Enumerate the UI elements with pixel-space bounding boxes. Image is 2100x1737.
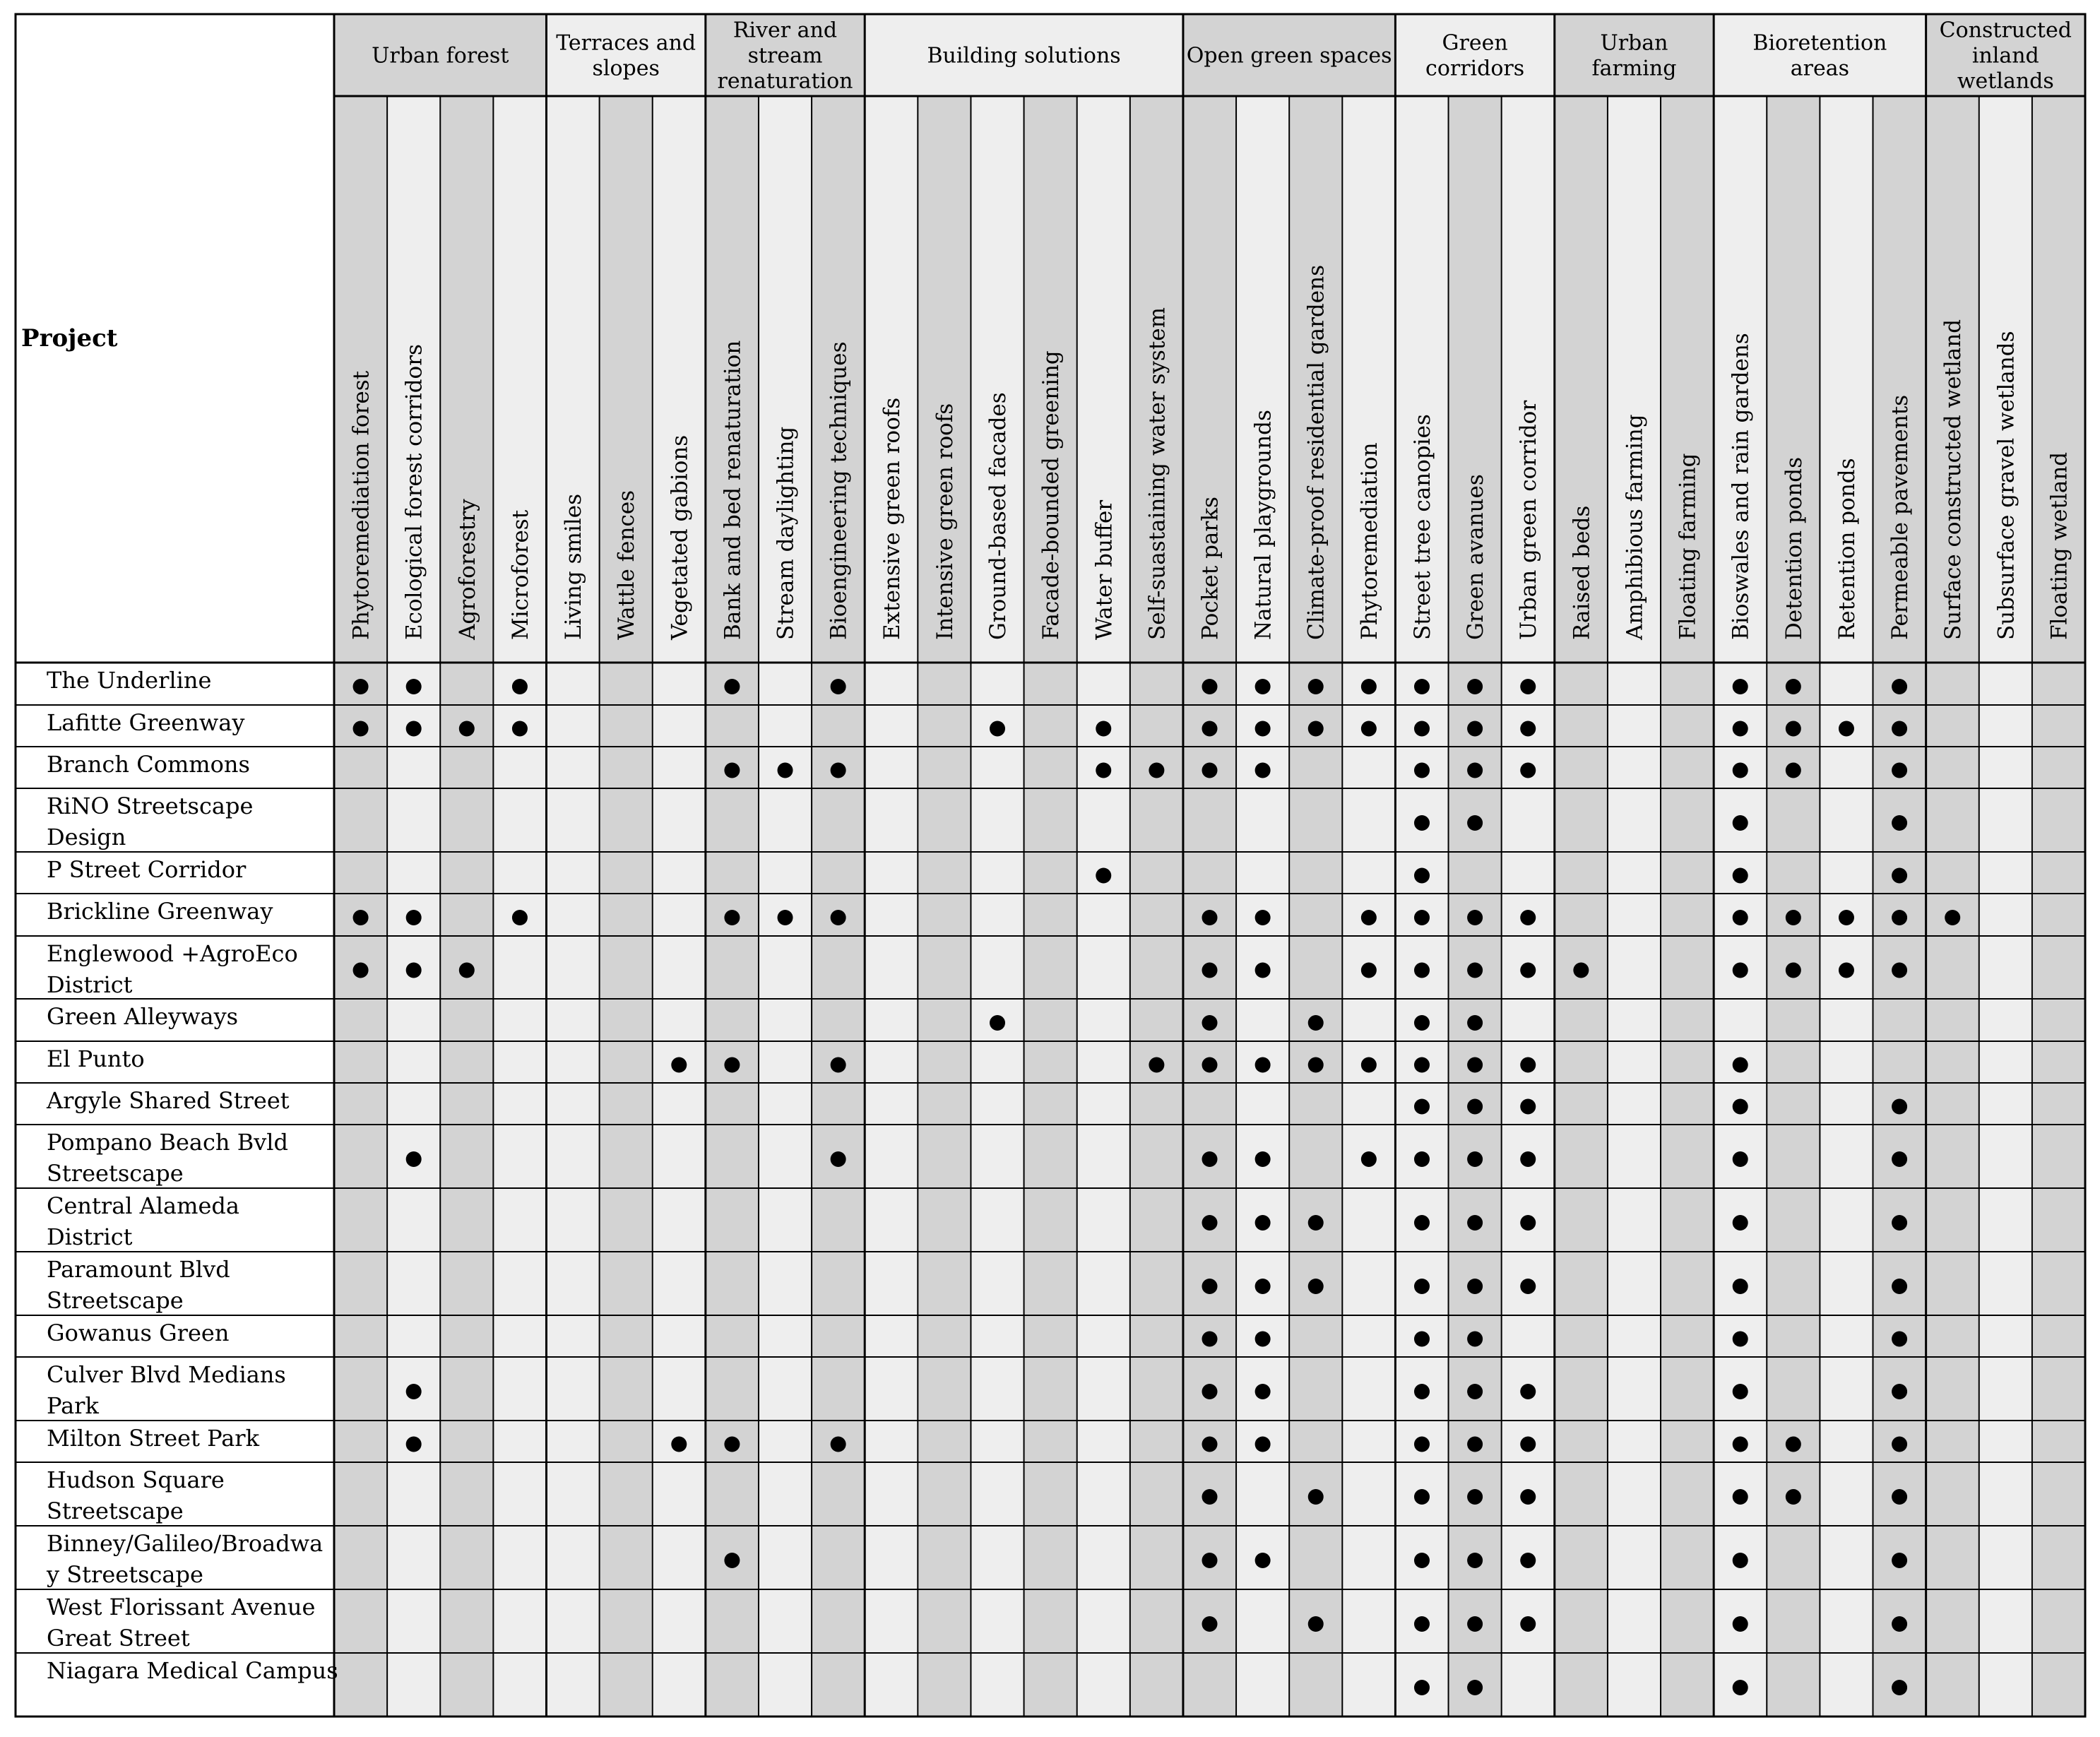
mark-dot [1202, 763, 1218, 778]
column-shade [918, 96, 971, 1717]
mark-dot [353, 910, 369, 925]
row-label: Brickline Greenway [47, 898, 273, 925]
mark-dot [1255, 963, 1271, 978]
mark-dot [1255, 1279, 1271, 1294]
corner-label: Project [21, 324, 118, 352]
mark-dot [1202, 1151, 1218, 1167]
row-label: Branch Commons [47, 751, 250, 778]
mark-dot [459, 721, 475, 737]
mark-dot [406, 1151, 422, 1167]
mark-dot [1255, 910, 1271, 925]
mark-dot [1308, 1057, 1324, 1073]
mark-dot [1096, 763, 1111, 778]
column-header-label: Ground-based facades [985, 392, 1012, 640]
group-header-label: Open green spaces [1186, 43, 1392, 69]
mark-dot [1255, 1057, 1271, 1073]
mark-dot [1414, 1384, 1430, 1399]
mark-dot [1414, 910, 1430, 925]
mark-dot [1202, 1384, 1218, 1399]
column-header-label: Bioswales and rain gardens [1728, 333, 1754, 640]
mark-dot [353, 721, 369, 737]
mark-dot [1892, 1616, 1907, 1632]
mark-dot [778, 910, 793, 925]
mark-dot [1414, 815, 1430, 831]
mark-dot [1255, 763, 1271, 778]
mark-dot [1520, 1437, 1536, 1452]
mark-dot [1786, 679, 1801, 694]
mark-dot [1255, 721, 1271, 737]
column-header-label: Detention ponds [1781, 456, 1807, 640]
column-shade [1555, 96, 1608, 1717]
mark-dot [1573, 963, 1589, 978]
column-header-label: Living smiles [561, 494, 587, 640]
column-shade [1449, 96, 1502, 1717]
mark-dot [1255, 1384, 1271, 1399]
mark-dot [353, 963, 369, 978]
mark-dot [1467, 1015, 1483, 1031]
mark-dot [1786, 1489, 1801, 1505]
column-shade [334, 96, 387, 1717]
column-header-label: Facade-bounded greening [1038, 350, 1064, 640]
mark-dot [1892, 910, 1907, 925]
mark-dot [1361, 910, 1377, 925]
mark-dot [512, 721, 528, 737]
column-header-label: Street tree canopies [1409, 414, 1435, 640]
column-shade [2032, 96, 2085, 1717]
mark-dot [1361, 679, 1377, 694]
mark-dot [1892, 1384, 1907, 1399]
mark-dot [1202, 679, 1218, 694]
mark-dot [831, 1057, 846, 1073]
mark-dot [1202, 721, 1218, 737]
mark-dot [1414, 868, 1430, 884]
mark-dot [1361, 1151, 1377, 1167]
mark-dot [1786, 763, 1801, 778]
mark-dot [1467, 1489, 1483, 1505]
mark-dot [1308, 1279, 1324, 1294]
column-header-label: Bank and bed renaturation [720, 340, 746, 640]
mark-dot [1414, 1151, 1430, 1167]
column-shade [546, 96, 599, 1717]
column-shade [812, 96, 865, 1717]
row-label: Gowanus Green [47, 1320, 230, 1346]
mark-dot [1733, 1332, 1748, 1347]
column-shade [1873, 96, 1926, 1717]
mark-dot [406, 910, 422, 925]
column-header-label: Climate-proof residential gardens [1303, 265, 1329, 640]
row-label: Niagara Medical Campus [47, 1657, 338, 1684]
mark-dot [1520, 1279, 1536, 1294]
group-header-label: Terraces and slopes [556, 30, 696, 81]
mark-dot [1308, 679, 1324, 694]
mark-dot [1361, 1057, 1377, 1073]
row-label: Hudson Square Streetscape [47, 1466, 225, 1524]
column-header-label: Ecological forest corridors [401, 344, 427, 640]
mark-dot [1361, 721, 1377, 737]
mark-dot [1202, 1015, 1218, 1031]
mark-dot [1520, 1099, 1536, 1115]
mark-dot [1308, 1489, 1324, 1505]
column-shade [1342, 96, 1395, 1717]
mark-dot [1467, 721, 1483, 737]
column-header-label: Urban green corridor [1516, 400, 1542, 640]
column-header-label: Natural playgrounds [1250, 410, 1276, 640]
mark-dot [1202, 1553, 1218, 1568]
row-label: Milton Street Park [47, 1425, 259, 1452]
mark-dot [1733, 721, 1748, 737]
mark-dot [1308, 721, 1324, 737]
column-header-label: Phytoremediation forest [348, 370, 374, 640]
mark-dot [1467, 1553, 1483, 1568]
mark-dot [1733, 910, 1748, 925]
mark-dot [1414, 1553, 1430, 1568]
mark-dot [1733, 1437, 1748, 1452]
mark-dot [1786, 1437, 1801, 1452]
column-header-label: Raised beds [1569, 505, 1595, 640]
column-header-label: Agroforestry [454, 499, 480, 640]
mark-dot [1467, 1057, 1483, 1073]
mark-dot [1733, 1057, 1748, 1073]
mark-dot [1414, 1057, 1430, 1073]
mark-dot [406, 1437, 422, 1452]
mark-dot [724, 910, 740, 925]
mark-dot [1467, 1680, 1483, 1695]
mark-dot [724, 763, 740, 778]
column-header-label: Amphibious farming [1622, 414, 1648, 640]
mark-dot [724, 679, 740, 694]
column-shade [493, 96, 546, 1717]
column-header-label: Extensive green roofs [879, 397, 905, 640]
column-header-label: Green avanues [1463, 474, 1489, 640]
mark-dot [1467, 1437, 1483, 1452]
mark-dot [1733, 1099, 1748, 1115]
column-header-label: Retention ponds [1834, 458, 1860, 640]
mark-dot [1308, 1015, 1324, 1031]
mark-dot [1892, 1099, 1907, 1115]
column-header-label: Wattle fences [614, 490, 640, 640]
mark-dot [1467, 1151, 1483, 1167]
column-shade [600, 96, 653, 1717]
column-shade [387, 96, 440, 1717]
mark-dot [831, 679, 846, 694]
mark-dot [1733, 963, 1748, 978]
mark-dot [1892, 868, 1907, 884]
mark-dot [1786, 721, 1801, 737]
mark-dot [671, 1437, 687, 1452]
mark-dot [1202, 1616, 1218, 1632]
column-shade [1077, 96, 1130, 1717]
column-header-label: Surface constructed wetland [1940, 319, 1966, 640]
mark-dot [1467, 1215, 1483, 1231]
column-header-label: Bioengineering techniques [826, 341, 852, 640]
mark-dot [724, 1437, 740, 1452]
mark-dot [1202, 1279, 1218, 1294]
mark-dot [1733, 815, 1748, 831]
mark-dot [1414, 963, 1430, 978]
mark-dot [1892, 815, 1907, 831]
group-header-label: Green corridors [1425, 30, 1525, 81]
column-header-label: Stream daylighting [773, 426, 799, 640]
group-header-label: Urban forest [372, 43, 509, 69]
mark-dot [1255, 1151, 1271, 1167]
mark-dot [1255, 1215, 1271, 1231]
group-header-label: Building solutions [927, 43, 1121, 69]
mark-dot [1149, 1057, 1164, 1073]
row-label: West Florissant Avenue Great Street [47, 1594, 316, 1652]
column-shade [653, 96, 706, 1717]
mark-dot [1892, 721, 1907, 737]
mark-dot [1202, 1215, 1218, 1231]
mark-dot [1520, 721, 1536, 737]
mark-dot [1892, 1151, 1907, 1167]
mark-dot [990, 1015, 1005, 1031]
column-header-label: Vegetated gabions [667, 434, 693, 640]
mark-dot [724, 1553, 740, 1568]
column-header-label: Self-suastaining water system [1144, 307, 1170, 640]
mark-dot [1467, 763, 1483, 778]
mark-dot [1414, 1489, 1430, 1505]
mark-dot [406, 721, 422, 737]
mark-dot [831, 763, 846, 778]
mark-dot [459, 963, 475, 978]
mark-dot [724, 1057, 740, 1073]
mark-dot [1786, 963, 1801, 978]
mark-dot [1202, 910, 1218, 925]
mark-dot [1467, 679, 1483, 694]
mark-dot [1255, 679, 1271, 694]
mark-dot [1202, 963, 1218, 978]
column-shade [1820, 96, 1873, 1717]
mark-dot [1467, 815, 1483, 831]
mark-dot [1733, 1616, 1748, 1632]
mark-dot [1520, 1384, 1536, 1399]
row-label: Paramount Blvd Streetscape [47, 1256, 230, 1314]
mark-dot [1414, 1279, 1430, 1294]
row-label: P Street Corridor [47, 856, 247, 883]
column-shade [971, 96, 1024, 1717]
mark-dot [1202, 1057, 1218, 1073]
mark-dot [1414, 1215, 1430, 1231]
mark-dot [1520, 910, 1536, 925]
mark-dot [1786, 910, 1801, 925]
column-shade [865, 96, 918, 1717]
column-shade [1608, 96, 1661, 1717]
column-header-label: Subsurface gravel wetlands [1993, 331, 2019, 640]
mark-dot [1308, 1616, 1324, 1632]
mark-dot [1520, 1489, 1536, 1505]
mark-dot [1945, 910, 1960, 925]
mark-dot [1733, 1215, 1748, 1231]
mark-dot [1839, 910, 1854, 925]
mark-dot [1520, 963, 1536, 978]
column-shade [1183, 96, 1236, 1717]
column-header-label: Water buffer [1091, 499, 1117, 640]
mark-dot [1414, 1099, 1430, 1115]
mark-dot [831, 910, 846, 925]
mark-dot [1467, 963, 1483, 978]
mark-dot [1733, 1384, 1748, 1399]
mark-dot [1520, 1057, 1536, 1073]
mark-dot [1733, 1489, 1748, 1505]
mark-dot [1892, 763, 1907, 778]
mark-dot [1414, 1015, 1430, 1031]
mark-dot [406, 679, 422, 694]
column-header-label: Microforest [507, 509, 533, 640]
column-shade [706, 96, 759, 1717]
mark-dot [1733, 1279, 1748, 1294]
mark-dot [1892, 963, 1907, 978]
column-header-label: Intensive green roofs [932, 403, 958, 640]
mark-dot [1733, 868, 1748, 884]
row-label: Argyle Shared Street [47, 1087, 290, 1114]
mark-dot [1467, 1616, 1483, 1632]
mark-dot [1467, 910, 1483, 925]
mark-dot [1892, 1279, 1907, 1294]
mark-dot [1414, 679, 1430, 694]
mark-dot [1892, 1553, 1907, 1568]
mark-dot [1096, 721, 1111, 737]
mark-dot [1467, 1099, 1483, 1115]
mark-dot [1520, 679, 1536, 694]
column-header-label: Floating wetland [2046, 451, 2072, 640]
mark-dot [1467, 1332, 1483, 1347]
mark-dot [512, 679, 528, 694]
mark-dot [1892, 1332, 1907, 1347]
mark-dot [1733, 679, 1748, 694]
column-shade [1395, 96, 1448, 1717]
row-label: RiNO Streetscape Design [47, 793, 254, 850]
column-shade [440, 96, 493, 1717]
group-header-label: Constructed inland wetlands [1939, 18, 2072, 94]
mark-dot [1414, 1680, 1430, 1695]
column-header-label: Pocket parks [1197, 497, 1223, 640]
row-label: Central Alameda District [47, 1192, 239, 1250]
column-shade [1502, 96, 1555, 1717]
column-shade [759, 96, 812, 1717]
mark-dot [1414, 1616, 1430, 1632]
row-label: Binney/Galileo/Broadwa y Streetscape [47, 1530, 324, 1588]
group-header-label: Urban farming [1591, 30, 1677, 81]
column-shade [1767, 96, 1820, 1717]
mark-dot [1733, 1553, 1748, 1568]
mark-dot [1733, 1151, 1748, 1167]
column-header-label: Permeable pavements [1887, 394, 1914, 640]
mark-dot [1467, 1384, 1483, 1399]
row-label: Green Alleyways [47, 1003, 239, 1030]
column-shade [1661, 96, 1714, 1717]
mark-dot [1520, 1616, 1536, 1632]
mark-dot [831, 1437, 846, 1452]
mark-dot [1733, 1680, 1748, 1695]
group-header-label: Bioretention areas [1752, 30, 1887, 81]
mark-dot [1255, 1332, 1271, 1347]
mark-dot [1839, 721, 1854, 737]
mark-dot [1255, 1437, 1271, 1452]
row-label: El Punto [47, 1045, 145, 1072]
mark-dot [1202, 1437, 1218, 1452]
mark-dot [1255, 1553, 1271, 1568]
mark-dot [1839, 963, 1854, 978]
mark-dot [1892, 679, 1907, 694]
row-label: The Underline [47, 667, 212, 694]
mark-dot [990, 721, 1005, 737]
mark-dot [1414, 763, 1430, 778]
mark-dot [1361, 963, 1377, 978]
mark-dot [1149, 763, 1164, 778]
mark-dot [406, 963, 422, 978]
mark-dot [778, 763, 793, 778]
mark-dot [1892, 1489, 1907, 1505]
mark-dot [406, 1384, 422, 1399]
mark-dot [1892, 1680, 1907, 1695]
mark-dot [1467, 1279, 1483, 1294]
mark-dot [831, 1151, 846, 1167]
mark-dot [1520, 1553, 1536, 1568]
mark-dot [1733, 763, 1748, 778]
mark-dot [1414, 1437, 1430, 1452]
column-header-label: Floating farming [1675, 453, 1701, 640]
column-header-label: Phytoremediation [1356, 442, 1382, 640]
group-header-label: River and stream renaturation [717, 18, 853, 94]
column-shade [1236, 96, 1289, 1717]
mark-dot [1414, 721, 1430, 737]
mark-dot [1520, 1215, 1536, 1231]
mark-dot [1892, 1437, 1907, 1452]
row-label: Pompano Beach Bvld Streetscape [47, 1129, 288, 1187]
mark-dot [1202, 1332, 1218, 1347]
mark-dot [1096, 868, 1111, 884]
column-shade [1024, 96, 1077, 1717]
mark-dot [671, 1057, 687, 1073]
mark-dot [1414, 1332, 1430, 1347]
row-label: Englewood +AgroEco District [47, 940, 298, 998]
row-label: Culver Blvd Medians Park [47, 1361, 286, 1419]
mark-dot [1520, 763, 1536, 778]
mark-dot [1308, 1215, 1324, 1231]
mark-dot [1520, 1151, 1536, 1167]
mark-dot [1892, 1215, 1907, 1231]
mark-dot [1202, 1489, 1218, 1505]
row-label: Lafitte Greenway [47, 709, 245, 736]
mark-dot [512, 910, 528, 925]
mark-dot [353, 679, 369, 694]
